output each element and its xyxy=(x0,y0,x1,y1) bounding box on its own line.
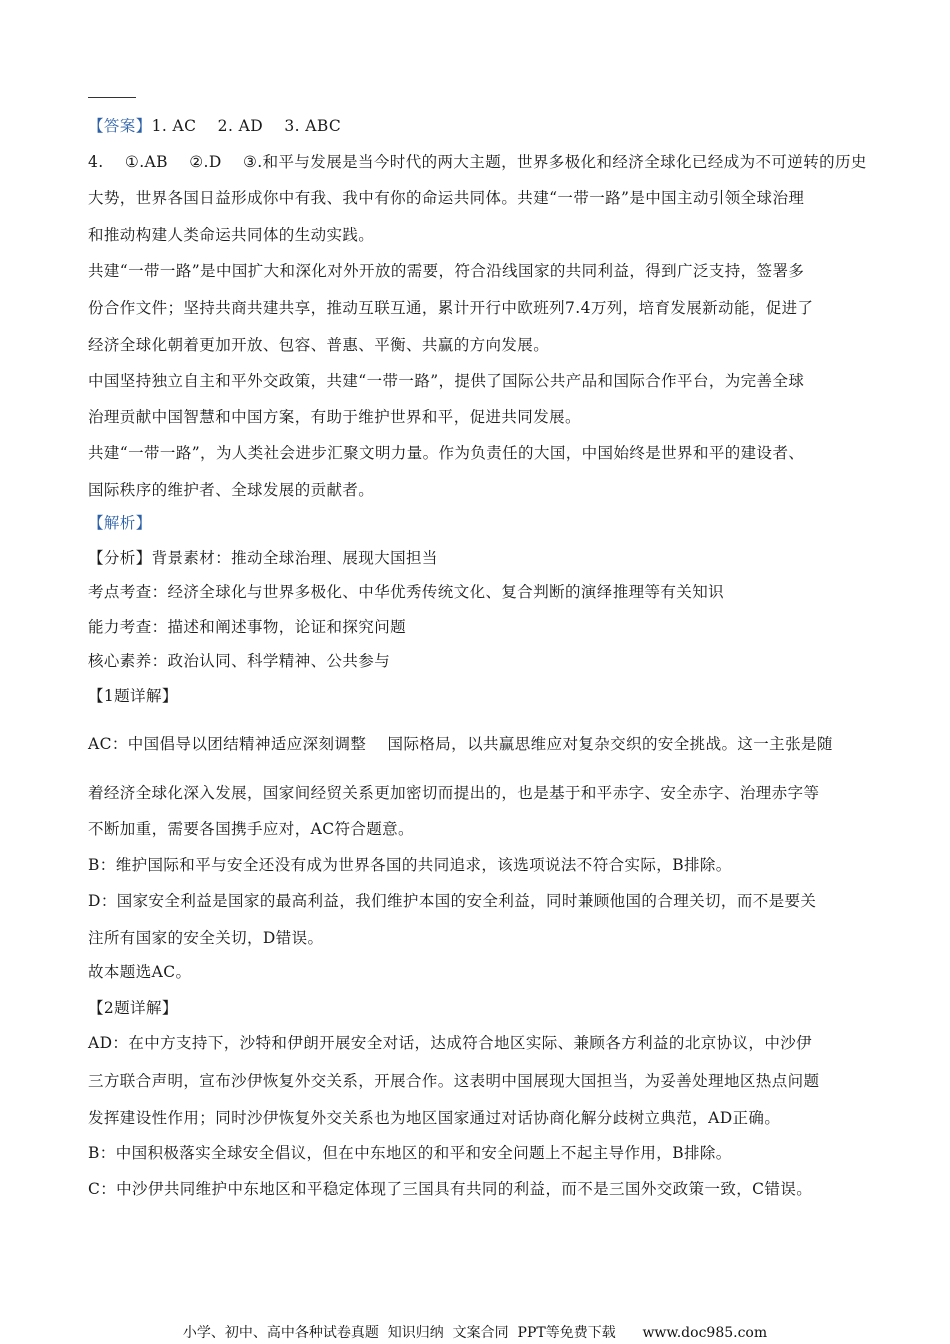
detail2-line-5: C：中沙伊共同维护中东地区和平稳定体现了三国具有共同的利益，而不是三国外交政策一致，C错误。 xyxy=(88,1180,813,1198)
detail2-line-3: 发挥建设性作用；同时沙伊恢复外交关系也为地区国家通过对话协商化解分歧树立典范，AD正确。 xyxy=(88,1109,781,1127)
detail1-line-5: D：国家安全利益是国家的最高利益，我们维护本国的安全利益，同时兼顾他国的合理关切，而不是要关 xyxy=(88,892,817,910)
q4-line-7: 中国坚持独立自主和平外交政策，共建“一带一路”，提供了国际公共产品和国际合作平台，为完善全球 xyxy=(88,372,805,390)
detail1-line-1: AC：中国倡导以团结精神适应深刻调整 国际格局，以共赢思维应对复杂交织的安全挑战。这一主张是随 xyxy=(88,735,833,753)
analysis-line-3: 能力考查：描述和阐述事物，论证和探究问题 xyxy=(88,618,407,636)
analysis-tag: 【解析】 xyxy=(88,514,152,532)
detail2-line-1: AD：在中方支持下，沙特和伊朗开展安全对话，达成符合地区实际、兼顾各方利益的北京协议，中沙伊 xyxy=(88,1034,813,1052)
q4-line-5: 份合作文件；坚持共商共建共享，推动互联互通，累计开行中欧班列7.4万列，培育发展新动能，促进了 xyxy=(88,299,814,317)
detail1-line-2: 着经济全球化深入发展，国家间经贸关系更加密切而提出的，也是基于和平赤字、安全赤字、治理赤字等 xyxy=(88,784,820,802)
q4-line-3: 和推动构建人类命运共同体的生动实践。 xyxy=(88,226,375,244)
detail1-line-7: 故本题选AC。 xyxy=(88,963,192,981)
analysis-line-2: 考点考查：经济全球化与世界多极化、中华优秀传统文化、复合判断的演绎推理等有关知识 xyxy=(88,583,725,601)
answer-tag: 【答案】 xyxy=(88,117,152,135)
detail2-line-2: 三方联合声明，宣布沙伊恢复外交关系，开展合作。这表明中国展现大国担当，为妥善处理地区热点问题 xyxy=(88,1072,820,1090)
q4-line-8: 治理贡献中国智慧和中国方案，有助于维护世界和平，促进共同发展。 xyxy=(88,408,581,426)
answer-items: 1. AC 2. AD 3. ABC xyxy=(151,117,342,135)
detail1-title: 【1题详解】 xyxy=(88,687,178,705)
q4-line-1: 4. ①.AB ②.D ③.和平与发展是当今时代的两大主题，世界多极化和经济全球化已经成为不可逆转的历史 xyxy=(88,153,867,171)
answer-line xyxy=(88,115,341,137)
detail2-title: 【2题详解】 xyxy=(88,999,178,1017)
q4-line-2: 大势，世界各国日益形成你中有我、我中有你的命运共同体。共建“一带一路”是中国主动引领全球治理 xyxy=(88,189,805,207)
q4-line-10: 国际秩序的维护者、全球发展的贡献者。 xyxy=(88,481,375,499)
page-footer: 小学、初中、高中各种试卷真题 知识归纳 文案合同 PPT等免费下载 www.doc985.com xyxy=(182,1325,768,1341)
detail2-line-4: B：中国积极落实全球安全倡议，但在中东地区的和平和安全问题上不起主导作用，B排除。 xyxy=(88,1144,732,1162)
detail1-line-4: B：维护国际和平与安全还没有成为世界各国的共同追求，该选项说法不符合实际，B排除。 xyxy=(88,856,732,874)
detail1-line-3: 不断加重，需要各国携手应对，AC符合题意。 xyxy=(88,820,414,838)
analysis-line-1: 【分析】背景素材：推动全球治理、展现大国担当 xyxy=(88,549,438,567)
blank-underline xyxy=(88,97,136,98)
q4-line-9: 共建“一带一路”，为人类社会进步汇聚文明力量。作为负责任的大国，中国始终是世界和平的建设者、 xyxy=(88,444,805,462)
q4-line-6: 经济全球化朝着更加开放、包容、普惠、平衡、共赢的方向发展。 xyxy=(88,336,550,354)
detail1-line-6: 注所有国家的安全关切，D错误。 xyxy=(88,929,324,947)
q4-line-4: 共建“一带一路”是中国扩大和深化对外开放的需要，符合沿线国家的共同利益，得到广泛支持，签署多 xyxy=(88,262,805,280)
analysis-line-4: 核心素养：政治认同、科学精神、公共参与 xyxy=(88,652,391,670)
